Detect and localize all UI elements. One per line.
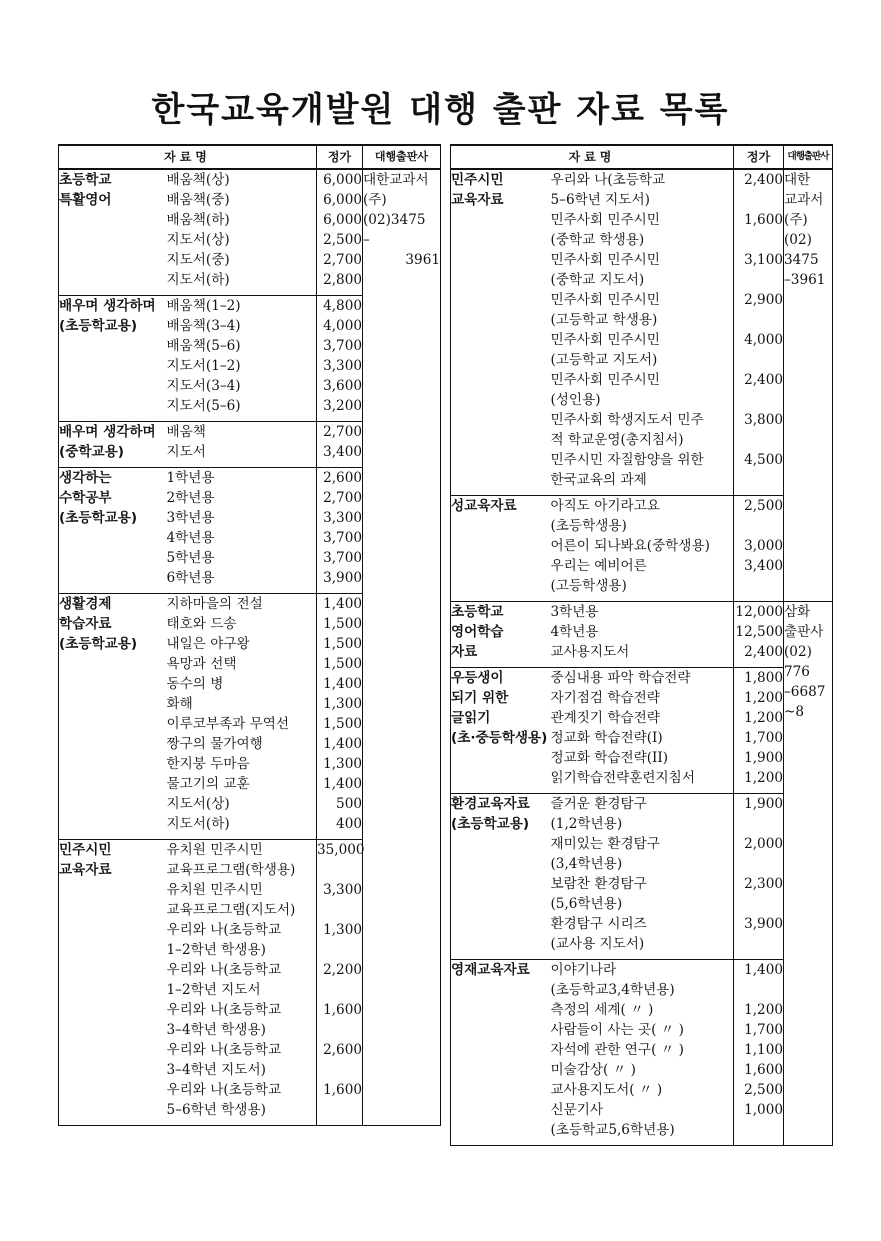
item-name: 즐거운 환경탐구 [550,795,647,812]
item-name: 우리와 나(초등학교 [166,1081,282,1098]
item-price [734,270,783,290]
publisher-line: 교과서 [784,192,824,208]
catalog-group-row [451,601,833,667]
item-name: 중심내용 파악 학습전략 [550,669,691,686]
category-label: 자료 [451,643,478,660]
category-label: 환경교육자료 [451,795,530,812]
item-price: 1,000 [744,1101,783,1118]
item-price: 1,300 [323,695,362,712]
catalog-table-right [450,144,833,1146]
header-price: 정가 [734,145,784,169]
items-cell [551,667,734,793]
publisher-line: 삼화 [784,603,811,620]
item-name: 교육프로그램(지도서) [166,901,296,918]
prices-cell [734,169,784,495]
item-price: 1,500 [323,615,362,632]
item-name: 물고기의 교훈 [166,775,250,792]
item-price: 1,500 [323,655,362,672]
item-price [734,430,783,450]
items-cell [551,601,734,667]
item-price: 4,500 [744,452,783,468]
item-price: 1,500 [323,635,362,652]
item-name: 욕망과 선택 [166,655,237,672]
item-price: 2,600 [323,469,362,486]
item-price: 3,700 [323,337,362,354]
category-cell [451,169,551,495]
category-label: 배우며 생각하며 [59,423,156,440]
item-name: 배움책(3–4) [166,317,241,334]
item-price [734,350,783,370]
item-price: 4,800 [323,297,362,314]
category-label: 특활영어 [59,192,112,208]
item-price [734,854,783,874]
item-name: 내일은 야구왕 [166,635,250,652]
item-price: 2,400 [744,172,783,188]
item-price: 1,400 [323,675,362,692]
item-price: 400 [336,815,362,832]
publisher-line: 3475 [784,252,819,268]
item-price [734,1120,783,1140]
item-name: 민주사회 민주시민 [550,332,660,348]
item-name: 우리와 나(초등학교 [166,961,282,978]
category-cell [59,593,167,839]
publisher-line: 출판사 [784,623,824,640]
item-price: 6,000 [323,172,362,188]
category-cell [59,295,167,421]
prices-cell [317,839,363,1125]
item-name: 짱구의 물가여행 [166,735,263,752]
item-price: 1,300 [323,921,362,938]
category-label: 교육자료 [59,861,112,878]
category-label: 우등생이 [451,669,504,686]
item-name: 2학년용 [166,489,215,506]
item-price: 2,000 [744,835,783,852]
publisher-line: 776 [784,663,810,680]
items-cell [551,169,734,495]
item-price: 1,800 [744,669,783,686]
item-price [734,190,783,210]
item-name: 아직도 아기라고요 [550,497,660,514]
item-name: 정교화 학습전략(II) [550,749,669,766]
item-price: 6,000 [323,192,362,208]
header-price: 정가 [317,145,363,169]
item-price: 1,100 [744,1041,783,1058]
item-price: 1,400 [323,775,362,792]
item-name: 보람찬 환경탐구 [550,875,647,892]
category-label: 민주시민 [451,172,504,188]
item-name: 태호와 드송 [166,615,237,632]
page-title: 한국교육개발원 대행 출판 자료 목록 [151,90,730,130]
item-name: 3학년용 [550,603,599,620]
items-cell [551,495,734,601]
item-name: 3–4학년 학생용) [166,1021,266,1038]
item-name: 지도서 [166,443,206,460]
item-name: (초등학생용) [550,517,627,534]
category-label: 글읽기 [451,709,491,726]
item-name: 6학년용 [166,569,215,586]
item-name: 우리와 나(초등학교 [550,172,666,188]
item-name: 이야기나라 [550,961,617,978]
item-name: 민주사회 민주시민 [550,292,660,308]
item-price: 12,000 [735,603,783,620]
item-name: 교사용지도서( 〃 ) [550,1081,663,1098]
item-price: 1,400 [323,735,362,752]
item-name: 적 학교운영(총지침서) [550,432,684,448]
category-label: (초등학교용) [451,815,530,832]
item-name: 민주시민 자질함양을 위한 [550,452,704,468]
category-label: 교육자료 [451,192,504,208]
item-name: 5학년용 [166,549,215,566]
catalog-group-row [59,169,441,295]
category-label: 학습자료 [59,615,112,632]
item-name: (고등학교 지도서) [550,352,658,368]
prices-cell [734,495,784,601]
header-publisher: 대행출판사 [363,145,441,169]
publisher-line: 대한교과서 [363,172,429,188]
item-price [317,1100,362,1120]
item-price: 2,500 [323,232,362,248]
item-name: 미술감상( 〃 ) [550,1061,636,1078]
items-cell [551,959,734,1145]
publisher-line: (02) [784,232,812,248]
item-name: 사람들이 사는 곳( 〃 ) [550,1021,684,1038]
item-price: 3,900 [323,569,362,586]
item-name: 5–6학년 지도서) [550,192,650,208]
item-price: 1,400 [744,961,783,978]
item-name: 민주사회 민주시민 [550,212,660,228]
item-name: (3,4학년용) [550,855,623,872]
item-name: 어른이 되나봐요(중학생용) [550,537,710,554]
category-cell [451,495,551,601]
category-label: (중학교용) [59,443,124,460]
item-name: 4학년용 [550,623,599,640]
item-price [734,310,783,330]
item-name: (5,6학년용) [550,895,623,912]
item-name: 배움책(상) [166,172,230,188]
item-price: 3,700 [323,529,362,546]
item-price: 1,200 [744,1001,783,1018]
category-label: 영재교육자료 [451,961,530,978]
item-name: 지도서(1–2) [166,357,241,374]
item-price: 3,400 [323,443,362,460]
publisher-line: (02) [784,643,812,660]
item-name: 재미있는 환경탐구 [550,835,660,852]
item-price: 3,600 [323,377,362,394]
item-price: 1,300 [323,755,362,772]
item-name: 유치원 민주시민 [166,841,263,858]
items-cell [167,169,317,295]
item-name: 1–2학년 학생용) [166,941,266,958]
item-name: 배움책(1–2) [166,297,241,314]
item-name: (1,2학년용) [550,815,623,832]
prices-cell [734,793,784,959]
item-price: 1,200 [744,689,783,706]
item-name: 지도서(중) [166,252,230,268]
publisher-line: – [363,232,370,248]
item-name: (중학교 지도서) [550,272,645,288]
prices-cell [317,593,363,839]
item-name: 3학년용 [166,509,215,526]
item-price: 500 [336,795,362,812]
item-price [734,980,783,1000]
publisher-line: (주) [784,212,808,228]
category-label: 영어학습 [451,623,504,640]
prices-cell [734,667,784,793]
item-name: 읽기학습전략훈련지침서 [550,769,695,786]
item-name: 한지붕 두마음 [166,755,250,772]
publisher-cell [784,601,833,1145]
publisher-line: (주) [363,192,387,208]
item-name: 지하마을의 전설 [166,595,263,612]
item-name: 지도서(상) [166,795,230,812]
item-price: 3,900 [744,915,783,932]
item-price: 2,600 [323,1041,362,1058]
item-name: 우리와 나(초등학교 [166,1041,282,1058]
header-name: 자료명 [59,145,317,169]
publisher-line: –3961 [784,272,826,288]
item-name: 지도서(상) [166,232,230,248]
item-price: 2,700 [323,489,362,506]
prices-cell [317,467,363,593]
category-cell [451,601,551,667]
item-price: 3,300 [323,509,362,526]
prices-cell [734,601,784,667]
item-price: 2,400 [744,643,783,660]
items-cell [167,467,317,593]
item-price [734,230,783,250]
publisher-line: 대한 [784,172,811,188]
item-price: 12,500 [735,623,783,640]
item-name: 동수의 병 [166,675,224,692]
item-name: (초등학교3,4학년용) [550,981,675,998]
item-price: 4,000 [744,332,783,348]
item-name: 관계짓기 학습전략 [550,709,660,726]
item-price [317,900,362,920]
item-price: 1,600 [744,212,783,228]
item-name: 배움책(중) [166,192,230,208]
item-price: 3,400 [744,557,783,574]
item-price [734,814,783,834]
item-name: 측정의 세계( 〃 ) [550,1001,654,1018]
item-name: 우리와 나(초등학교 [166,1001,282,1018]
item-price [734,516,783,536]
category-label: (초등학교용) [59,635,138,652]
item-name: 지도서(하) [166,815,230,832]
item-price: 3,300 [323,357,362,374]
category-label: 초등학교 [451,603,504,620]
item-price: 1,200 [744,709,783,726]
category-label: (초등학교용) [59,317,138,334]
prices-cell [734,959,784,1145]
catalog-group-row [451,495,833,601]
item-name: 배움책 [166,423,206,440]
item-name: 민주사회 학생지도서 민주 [550,412,704,428]
item-price: 2,700 [323,423,362,440]
item-name: 자기점검 학습전략 [550,689,660,706]
item-price: 1,900 [744,749,783,766]
item-name: 이루코부족과 무역선 [166,715,290,732]
item-name: 자석에 관한 연구( 〃 ) [550,1041,684,1058]
item-price: 2,200 [323,961,362,978]
category-label: 성교육자료 [451,497,517,514]
item-price [734,470,783,490]
category-cell [451,793,551,959]
item-name: 1–2학년 지도서 [166,981,261,998]
item-name: 민주사회 민주시민 [550,372,660,388]
item-price: 35,000 [317,841,365,858]
item-price: 4,000 [323,317,362,334]
item-price [317,980,362,1000]
item-name: 한국교육의 과제 [550,472,647,488]
catalog-group-row [451,959,833,1145]
item-price: 3,200 [323,397,362,414]
category-cell [451,959,551,1145]
catalog-table-left [58,144,441,1126]
item-price: 2,900 [744,292,783,308]
item-name: 화해 [166,695,193,712]
item-price: 1,600 [323,1001,362,1018]
category-cell [59,467,167,593]
category-cell [59,839,167,1125]
item-price: 1,600 [323,1081,362,1098]
items-cell [167,839,317,1125]
item-price [734,390,783,410]
publisher-line: 3961 [405,252,440,268]
category-cell [59,169,167,295]
publisher-line: –6687 [784,683,826,700]
table-header-row [59,145,441,169]
item-name: (중학교 학생용) [550,232,645,248]
items-cell [167,593,317,839]
item-price: 1,500 [323,715,362,732]
item-price: 3,800 [744,412,783,428]
category-label: (초·중등학생용) [451,729,548,746]
item-name: 배움책(5–6) [166,337,241,354]
item-price: 6,000 [323,212,362,228]
publisher-cell [363,169,441,1125]
prices-cell [317,169,363,295]
category-label: 초등학교 [59,172,112,188]
item-price [317,940,362,960]
item-price: 1,600 [744,1061,783,1078]
item-name: (성인용) [550,392,601,408]
item-name: 교육프로그램(학생용) [166,861,296,878]
category-cell [451,667,551,793]
item-name: (초등학교5,6학년용) [550,1121,675,1138]
item-price: 1,700 [744,1021,783,1038]
item-name: 민주사회 민주시민 [550,252,660,268]
catalog-group-row [451,667,833,793]
item-price: 3,700 [323,549,362,566]
items-cell [551,793,734,959]
item-name: (고등학교 학생용) [550,312,658,328]
item-price: 3,300 [323,881,362,898]
table-header-row [451,145,833,169]
items-cell [167,295,317,421]
item-price: 3,100 [744,252,783,268]
item-name: 정교화 학습전략(I) [550,729,663,746]
header-name: 자료명 [451,145,734,169]
item-name: 우리와 나(초등학교 [166,921,282,938]
item-name: 지도서(하) [166,272,230,288]
item-price [734,576,783,596]
item-name: 교사용지도서 [550,643,630,660]
item-name: 1학년용 [166,469,215,486]
item-name: 지도서(5–6) [166,397,241,414]
item-name: (고등학생용) [550,577,627,594]
item-price: 1,200 [744,769,783,786]
category-label: 되기 위한 [451,689,509,706]
item-name: 3–4학년 지도서) [166,1061,266,1078]
item-price [317,1060,362,1080]
item-price [317,1020,362,1040]
item-price [317,860,362,880]
item-price: 2,700 [323,252,362,268]
item-name: 4학년용 [166,529,215,546]
item-price: 2,400 [744,372,783,388]
item-name: (교사용 지도서) [550,935,645,952]
item-price [734,934,783,954]
category-cell [59,421,167,467]
item-price: 1,700 [744,729,783,746]
publisher-line: (02)3475 [363,212,426,228]
category-label: (초등학교용) [59,509,138,526]
items-cell [167,421,317,467]
publisher-cell [784,169,833,601]
publisher-line: ~8 [784,703,805,720]
item-price [734,894,783,914]
item-name: 환경탐구 시리즈 [550,915,647,932]
item-price: 2,500 [744,497,783,514]
item-price: 1,400 [323,595,362,612]
item-price: 1,900 [744,795,783,812]
item-name: 5–6학년 학생용) [166,1101,266,1118]
item-name: 우리는 예비어른 [550,557,647,574]
item-name: 배움책(하) [166,212,230,228]
prices-cell [317,295,363,421]
category-label: 생각하는 [59,469,112,486]
catalog-group-row [451,169,833,495]
item-name: 신문기사 [550,1101,604,1118]
category-label: 수학공부 [59,489,112,506]
category-label: 배우며 생각하며 [59,297,156,314]
item-name: 지도서(3–4) [166,377,241,394]
category-label: 생활경제 [59,595,112,612]
item-price: 2,800 [323,272,362,288]
header-publisher: 대행출판사 [784,145,833,169]
prices-cell [317,421,363,467]
item-price: 2,500 [744,1081,783,1098]
item-price: 3,000 [744,537,783,554]
item-name: 유치원 민주시민 [166,881,263,898]
catalog-group-row [451,793,833,959]
category-label: 민주시민 [59,841,112,858]
item-price: 2,300 [744,875,783,892]
